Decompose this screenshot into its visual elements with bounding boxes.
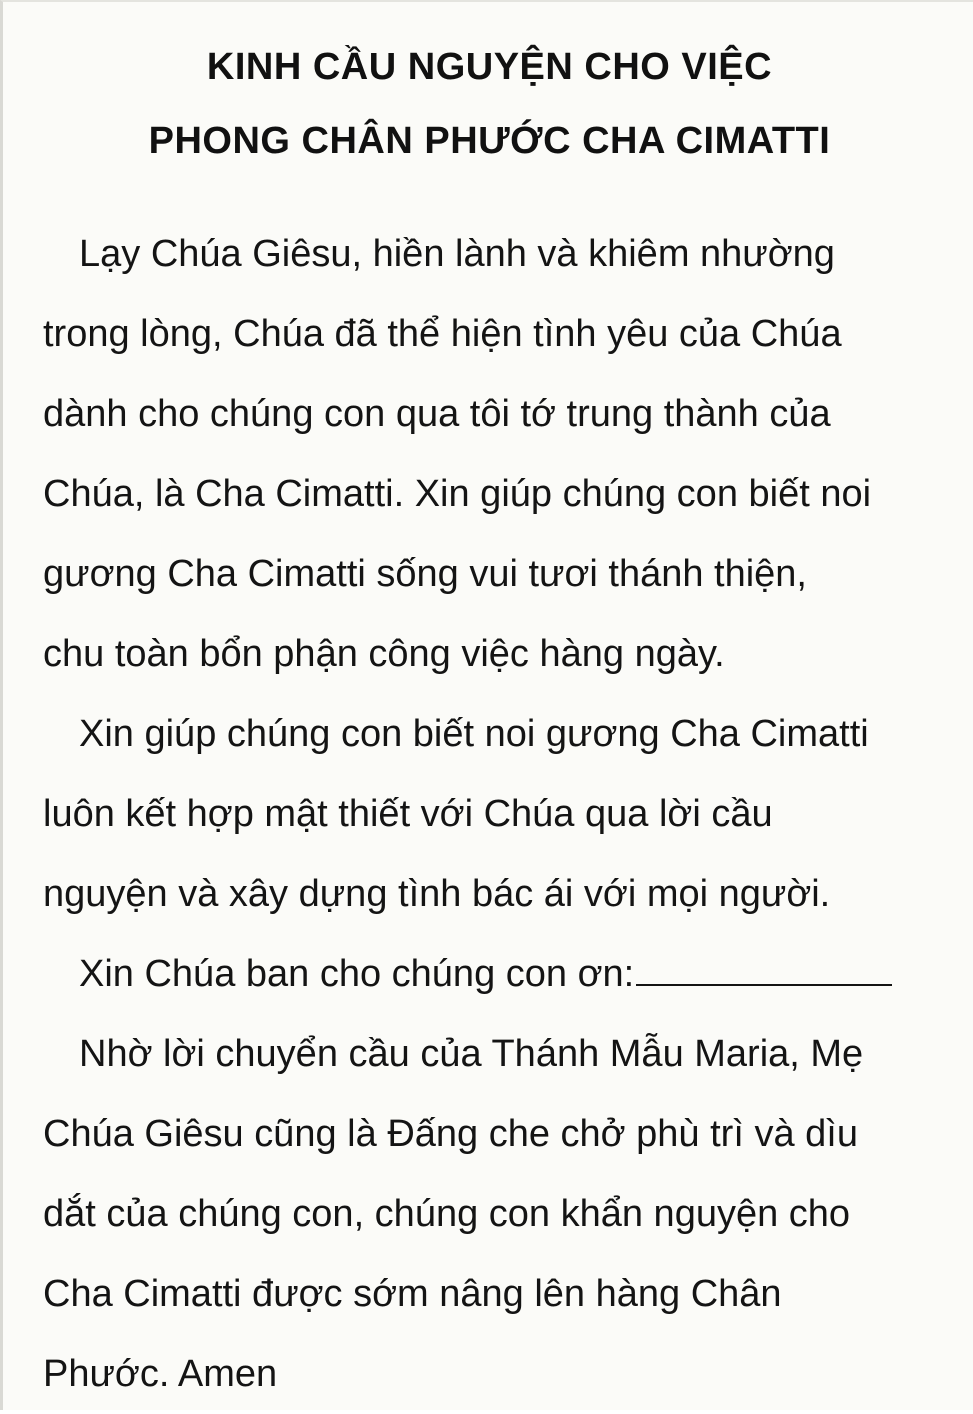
paragraph-1-line-2: trong lòng, Chúa đã thể hiện tình yêu của Chúa (43, 313, 842, 355)
paragraph-1-line-3: dành cho chúng con qua tôi tớ trung thành của (43, 393, 831, 435)
prayer-body (43, 214, 963, 1414)
paragraph-4-line-5: Phước. Amen (43, 1353, 278, 1395)
paragraph-2-line-2: luôn kết hợp mật thiết với Chúa qua lời cầu (43, 793, 773, 835)
paragraph-3-line (43, 934, 963, 1014)
paragraph-2-line-3: nguyện và xây dựng tình bác ái với mọi người. (43, 873, 831, 915)
title-line-1: KINH CẦU NGUYỆN CHO VIỆC (206, 46, 773, 88)
paragraph-2-line-1: Xin giúp chúng con biết noi gương Cha Cimatti (79, 713, 869, 755)
title-line-2: PHONG CHÂN PHƯỚC CHA CIMATTI (148, 120, 831, 162)
petition-blank-line (636, 954, 892, 986)
paragraph-1-line-5: gương Cha Cimatti sống vui tươi thánh thiện, (43, 553, 807, 595)
paragraph-4-line-2: Chúa Giêsu cũng là Đấng che chở phù trì và dìu (43, 1113, 858, 1155)
paragraph-4-line-1: Nhờ lời chuyển cầu của Thánh Mẫu Maria, Mẹ (79, 1033, 864, 1075)
paragraph-1-line-1: Lạy Chúa Giêsu, hiền lành và khiêm nhường (79, 233, 835, 275)
paragraph-4-line-4: Cha Cimatti được sớm nâng lên hàng Chân (43, 1273, 782, 1315)
paragraph-4-line-3: dắt của chúng con, chúng con khẩn nguyện cho (43, 1193, 851, 1235)
paragraph-1-line-4: Chúa, là Cha Cimatti. Xin giúp chúng con biết noi (43, 473, 872, 515)
paragraph-1-line-6: chu toàn bổn phận công việc hàng ngày. (43, 633, 725, 675)
petition-prompt: Xin Chúa ban cho chúng con ơn: (79, 953, 635, 995)
